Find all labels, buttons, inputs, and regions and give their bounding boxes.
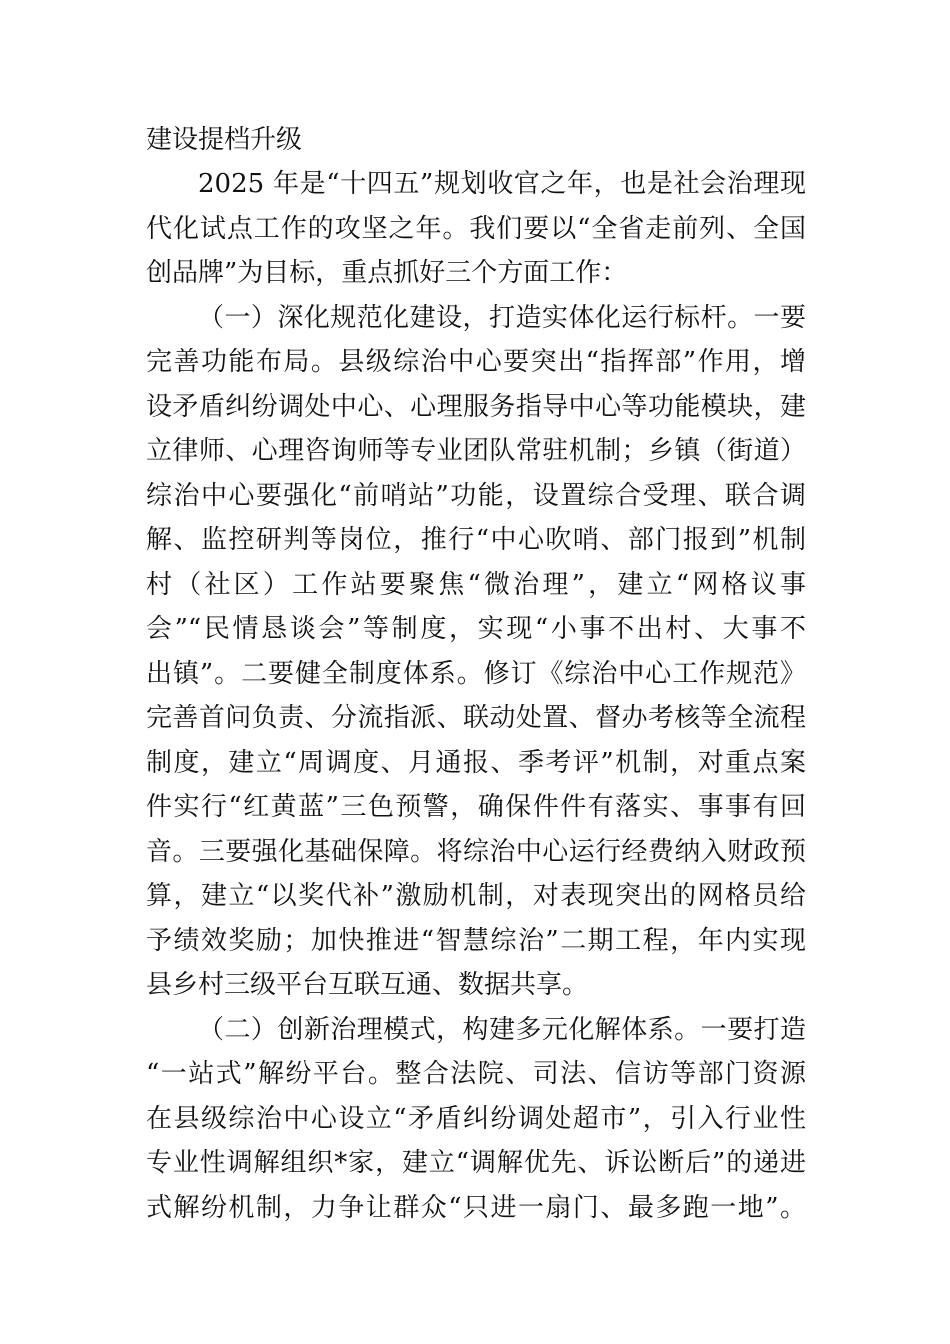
text-line: 专业性调解组织*家，建立“调解优先、诉讼断后”的递进: [146, 1148, 806, 1178]
text-line: 综治中心要强化“前哨站”功能，设置综合受理、联合调: [146, 481, 806, 511]
text-line: 解、监控研判等岗位，推行“中心吹哨、部门报到”机制: [146, 525, 806, 555]
text-line: 出镇”。二要健全制度体系。修订《综治中心工作规范》: [146, 659, 806, 689]
text-line: （二）创新治理模式，构建多元化解体系。一要打造: [198, 1015, 806, 1045]
text-line: 设矛盾纠纷调处中心、心理服务指导中心等功能模块，建: [146, 392, 806, 422]
text-line: 创品牌”为目标，重点抓好三个方面工作：: [146, 258, 628, 288]
text-line: “一站式”解纷平台。整合法院、司法、信访等部门资源: [146, 1059, 806, 1089]
text-line: 代化试点工作的攻坚之年。我们要以“全省走前列、全国: [146, 214, 806, 244]
text-line: 音。三要强化基础保障。将综治中心运行经费纳入财政预: [146, 837, 806, 867]
text-line: 立律师、心理咨询师等专业团队常驻机制；乡镇（街道）: [146, 436, 806, 466]
text-line: 村（社区）工作站要聚焦“微治理”，建立“网格议事: [146, 570, 806, 600]
text-line: 2025 年是“十四五”规划收官之年，也是社会治理现: [198, 169, 806, 199]
text-line: 会”“民情恳谈会”等制度，实现“小事不出村、大事不: [146, 614, 806, 644]
text-line: 在县级综治中心设立“矛盾纠纷调处超市”，引入行业性: [146, 1104, 806, 1134]
text-line: 制度，建立“周调度、月通报、季考评”机制，对重点案: [146, 748, 806, 778]
text-line: 式解纷机制，力争让群众“只进一扇门、最多跑一地”。: [146, 1193, 806, 1223]
text-line: 予绩效奖励；加快推进“智慧综治”二期工程，年内实现: [146, 926, 806, 956]
text-line: 件实行“红黄蓝”三色预警，确保件件有落实、事事有回: [146, 792, 806, 822]
text-line: 算，建立“以奖代补”激励机制，对表现突出的网格员给: [146, 881, 806, 911]
text-line: （一）深化规范化建设，打造实体化运行标杆。一要: [198, 303, 806, 333]
text-line: 完善首问负责、分流指派、联动处置、督办考核等全流程: [146, 703, 806, 733]
text-line: 完善功能布局。县级综治中心要突出“指挥部”作用，增: [146, 347, 806, 377]
text-line: 建设提档升级: [146, 125, 303, 155]
text-line: 县乡村三级平台互联互通、数据共享。: [146, 970, 589, 1000]
